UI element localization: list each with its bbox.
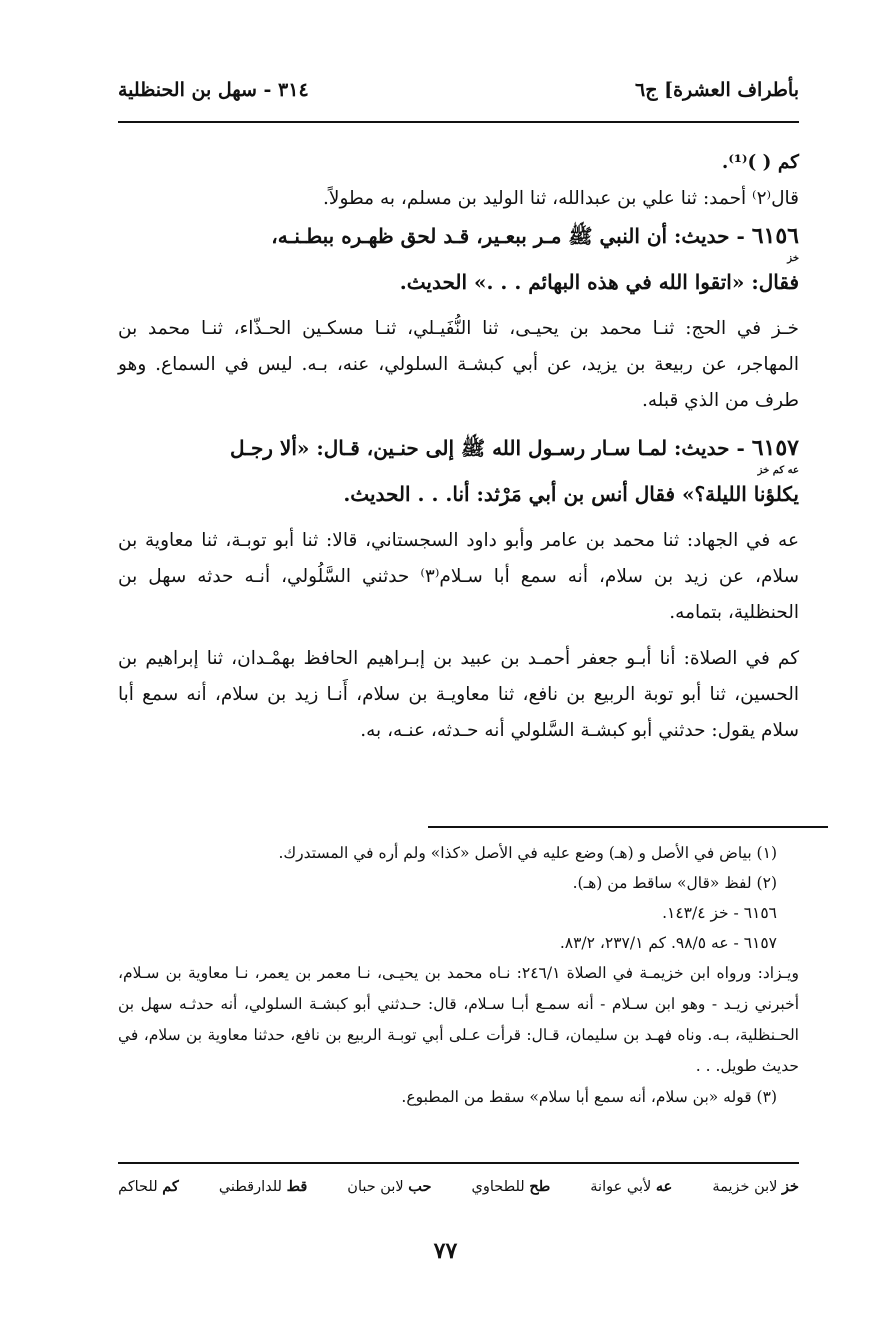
legend-item: خز لابن خزيمة	[712, 1178, 799, 1195]
footnotes	[118, 838, 799, 1112]
footnote-6157: ٦١٥٧ - عه ٩٨/٥. كم ٢٣٧/١، ٨٣/٢.	[559, 934, 777, 952]
hadith-6157-heading	[118, 429, 799, 467]
legend-rule	[118, 1162, 799, 1164]
legend-item: عه لأبي عوانة	[590, 1178, 673, 1195]
hadith-6157-source-mark: عه كم خز	[757, 465, 799, 476]
header-book-title: بأطراف العشرة] ج٦	[635, 79, 799, 101]
legend-item: طح للطحاوي	[471, 1178, 551, 1195]
line-blank-quote: كم ( )⁽¹⁾.	[721, 152, 799, 173]
hadith-6157-chain-hakim: كم في الصلاة: أنا أبـو جعفر أحمـد بن عبيد بن إبـراهيم الحافظ بهمْـدان، ثنا إبراهيم بن الحسين، ثنا أبو توبة الربيع بن نافع، ثنا معاويـة بن سلام، أَنـا زيد بن سلام، أنه سمع أبا سلام يقول: حدثني أبو كبشـة السَّلولي أنه حـدثه، عنـه، به.	[118, 648, 799, 741]
running-header	[118, 70, 799, 110]
hadith-6157-number: ٦١٥٧	[751, 435, 799, 461]
footnote-6156: ٦١٥٦ - خز ١٤٣/٤.	[662, 904, 777, 922]
hadith-6156-source-mark: خز	[787, 253, 799, 264]
hadith-6157-chain-awana: عه في الجهاد: ثنا محمد بن عامر وأبو داود السجستاني، قالا: ثنا أبو توبـة، ثنا معاوية بن سلام، عن زيد بن سلام، أنه سمع أبا سـلام⁽٣⁾ حدثني السَّلُولي، أنـه حدثه سهل بن الحنظلية، بتمامه.	[118, 530, 799, 623]
hadith-6157-heading-cont: يكلؤنا الليلة؟» فقال أنس بن أبي مَرْثد: أنا. . . الحديث.	[343, 482, 799, 506]
header-section-title: ٣١٤ - سهل بن الحنظلية	[118, 79, 309, 101]
hadith-6156-number: ٦١٥٦	[751, 223, 799, 249]
line-ahmad-narration: قال⁽٢⁾ أحمد: ثنا علي بن عبدالله، ثنا الوليد بن مسلم، به مطولاً.	[323, 188, 799, 209]
legend-item: قط للدارقطني	[218, 1178, 308, 1195]
footnote-addition: ويـزاد: ورواه ابن خزيمـة في الصلاة ٢٤٦/١: نـاه محمد بن يحيـى، نـا معمر بن يعمر، نـا معاوية بن سـلام، أخبرني زيـد - وهو ابن سـلام - أنه سمـع أبـا سـلام، قال: حـدثني أبو كبشـة السلولي، أنه حدثـه سهل بن الحـنظلية، بـه. وناه فهـد بن سليمان، قـال: قرأت عـلى أبي توبـة الربيع بن نافع، حدثنا معاوية بن سلام، في حديث طويل. . .	[118, 964, 799, 1075]
header-rule	[118, 121, 799, 123]
legend-item: حب لابن حبان	[347, 1178, 432, 1195]
main-text	[118, 145, 799, 749]
hadith-6156-heading	[118, 217, 799, 255]
legend-item: كم للحاكم	[118, 1178, 179, 1195]
page-number: ٧٧	[433, 1238, 458, 1264]
hadith-6156-text: - حديث: أن النبي ﷺ مـر ببعـير، قـد لحق ظهـره ببطـنـه،	[271, 224, 752, 248]
abbreviation-legend	[118, 1178, 799, 1195]
hadith-6156-chain: خـز في الحج: ثنـا محمد بن يحيـى، ثنا النُّفَيـلي، ثنـا مسكـين الحـذّاء، ثنـا محمد بن المهاجر، عن ربيعة بن يزيد، عن أبي كبشـة السلولي، عنه، بـه. ليس في السماع. وهو طرف من الذي قبله.	[118, 318, 799, 411]
footnote-3: (٣) قوله «بن سلام، أنه سمع أبا سلام» سقط من المطبوع.	[401, 1088, 777, 1106]
hadith-6156-heading-cont: فقال: «اتقوا الله في هذه البهائم . . .» الحديث.	[399, 270, 799, 294]
footnote-2: (٢) لفظ «قال» ساقط من (هـ).	[572, 874, 777, 892]
footnote-1: (١) بياض في الأصل و (هـ) وضع عليه في الأصل «كذا» ولم أره في المستدرك.	[278, 844, 777, 862]
footnote-rule	[428, 826, 828, 828]
hadith-6157-text: - حديث: لمـا سـار رسـول الله ﷺ إلى حنـين، قـال: «ألا رجـل	[229, 436, 752, 460]
